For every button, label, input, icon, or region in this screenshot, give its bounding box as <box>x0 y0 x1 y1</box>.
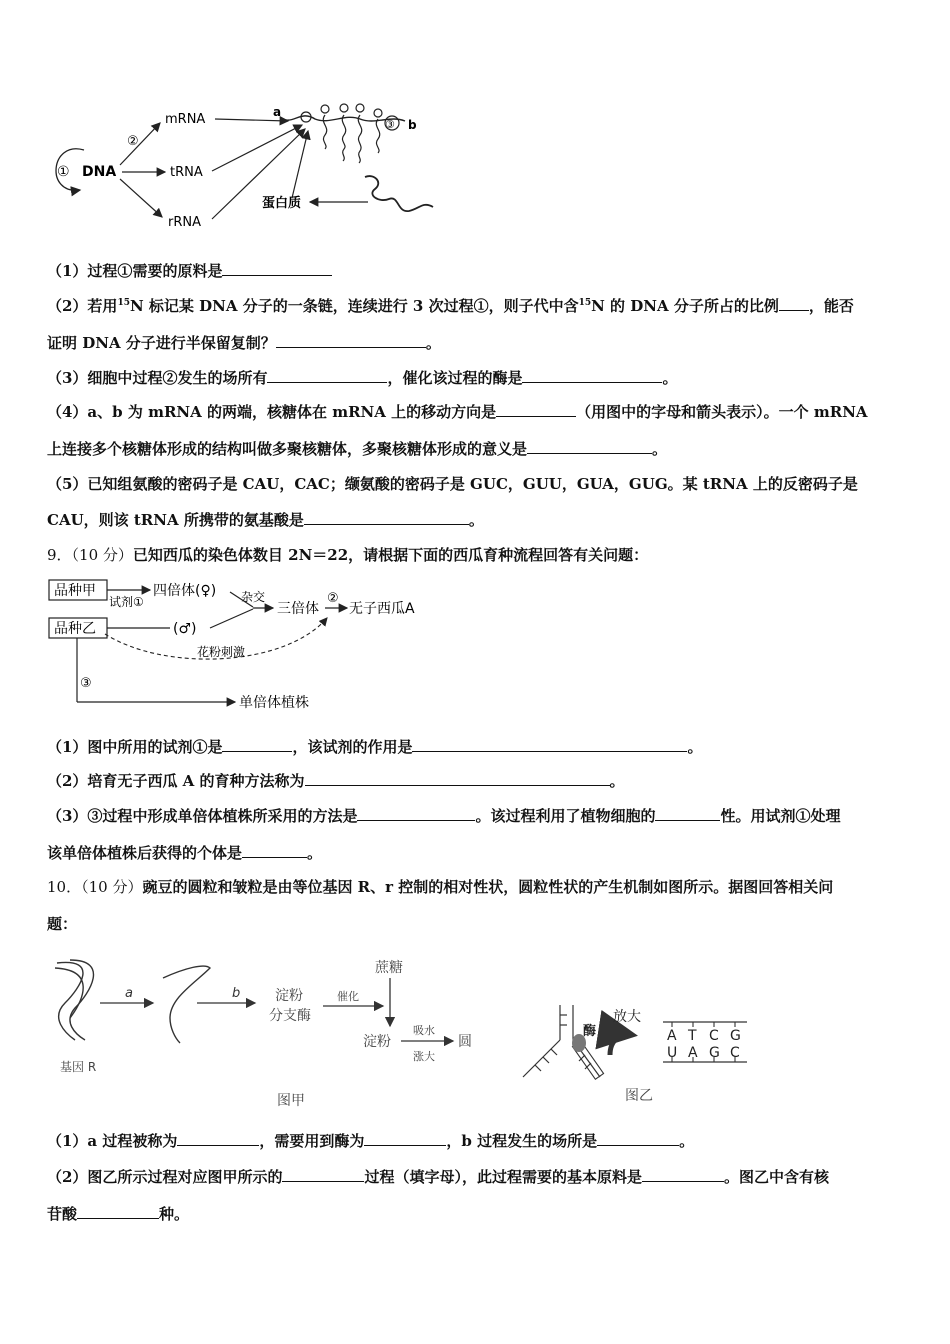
q8-part1: （1）过程①需要的原料是 <box>47 261 907 281</box>
answer-blank[interactable] <box>304 510 469 525</box>
polysome <box>301 104 399 163</box>
arrow-mrna-ribosome <box>215 119 288 121</box>
male-label: (♂) <box>173 621 197 637</box>
answer-blank[interactable] <box>655 806 720 821</box>
answer-blank[interactable] <box>597 1131 679 1146</box>
rrna-label: rRNA <box>168 215 201 230</box>
q8-part5: （5）已知组氨酸的密码子是 CAU，CAC；缬氨酸的密码子是 GUC，GUU，GUA，GUG。某 tRNA 上的反密码子是 <box>47 475 858 493</box>
answer-blank[interactable] <box>177 1131 259 1146</box>
dna-strands <box>523 1005 600 1077</box>
base: A <box>688 1045 698 1061</box>
base: A <box>667 1028 677 1044</box>
base: G <box>709 1045 720 1061</box>
figure-yi-caption: 图乙 <box>625 1088 653 1104</box>
q8-part4: （4）a、b 为 mRNA 的两端，核糖体在 mRNA 上的移动方向是 （用图中的字母和箭头表示）。一个 mRNA <box>47 403 868 421</box>
swell-label: 涨大 <box>413 1050 435 1063</box>
cross-line-bottom <box>210 609 253 628</box>
q10-stem: 10．（10 分）豌豆的圆粒和皱粒是由等位基因 R、r 控制的相对性状，圆粒性状的产生机制如图所示。据图回答相关问 <box>47 878 834 896</box>
answer-blank[interactable] <box>282 1167 364 1182</box>
gene-r-dna <box>55 960 93 1040</box>
enzyme-label: 酶 <box>583 1024 597 1039</box>
step-3-label: ③ <box>80 676 92 691</box>
reagent-label: 试剂① <box>109 595 144 609</box>
arrow-dna-mrna <box>120 123 160 165</box>
answer-blank[interactable] <box>222 261 332 276</box>
q8-part2: （2）若用$^{15}$N 标记某 DNA 分子的一条链，连续进行 3 次过程①，则子代中含$^{15}$N 的 DNA 分子所占的比例 ，能否 <box>47 297 854 315</box>
pollen-stimulation-label: 花粉刺激 <box>197 645 246 659</box>
answer-blank[interactable] <box>77 1204 159 1219</box>
q9-part1: （1）图中所用的试剂①是 ，该试剂的作用是 。 <box>47 738 703 756</box>
sucrose-label: 蔗糖 <box>375 960 403 976</box>
q8-part4-cont: 上连接多个核糖体形成的结构叫做多聚核糖体，多聚核糖体形成的意义是 。 <box>47 440 668 458</box>
starch-label: 淀粉 <box>363 1034 391 1050</box>
answer-blank[interactable] <box>305 771 610 786</box>
base: C <box>730 1045 740 1061</box>
q8-part3: （3）细胞中过程②发生的场所有 ，催化该过程的酶是 。 <box>47 369 678 387</box>
arrow-protein-ribosome <box>292 131 308 198</box>
variety-jia-label: 品种甲 <box>54 583 96 599</box>
answer-blank[interactable] <box>364 1131 446 1146</box>
answer-blank[interactable] <box>276 333 426 348</box>
q10-part2-cont: 苷酸 种。 <box>47 1205 190 1223</box>
answer-blank[interactable] <box>496 402 576 417</box>
tetraploid-label: 四倍体(♀) <box>153 583 217 599</box>
triploid-label: 三倍体 <box>277 601 319 617</box>
answer-blank[interactable] <box>242 843 307 858</box>
answer-blank[interactable] <box>267 368 387 383</box>
protein-chain <box>365 176 433 211</box>
mrna-curve <box>163 966 210 1043</box>
arrow-dna-rrna <box>120 179 162 217</box>
translation-diagram <box>40 95 440 240</box>
base: U <box>667 1045 678 1061</box>
q8-part5-cont: CAU，则该 tRNA 所携带的氨基酸是 。 <box>47 511 484 529</box>
catalyze-label: 催化 <box>337 990 359 1003</box>
top-sequence <box>667 1028 741 1044</box>
q10-stem-cont: 题： <box>47 915 78 933</box>
protein-label: 蛋白质 <box>262 196 302 211</box>
answer-blank[interactable] <box>527 439 652 454</box>
end-a-label: a <box>273 105 282 119</box>
answer-blank[interactable] <box>357 806 475 821</box>
q8-part2-cont: 证明 DNA 分子进行半保留复制？ 。 <box>47 334 441 352</box>
base: G <box>730 1028 741 1044</box>
answer-blank[interactable] <box>412 737 687 752</box>
magnify-label: 放大 <box>613 1009 641 1025</box>
q10-part2: （2）图乙所示过程对应图甲所示的 过程（填字母），此过程需要的基本原料是 。图乙中含有核 <box>47 1168 829 1186</box>
process-1-label: ① <box>57 164 70 180</box>
answer-blank[interactable] <box>222 737 292 752</box>
process-3-label: ③ <box>385 118 395 131</box>
seedless-watermelon-label: 无子西瓜A <box>349 601 415 617</box>
watermelon-breeding-diagram <box>45 572 445 717</box>
dna-label: DNA <box>82 164 117 180</box>
magnify-arrow <box>610 1035 633 1055</box>
end-b-label: b <box>408 118 417 132</box>
figure-jia-caption: 图甲 <box>277 1093 305 1109</box>
variety-yi-label: 品种乙 <box>54 621 96 637</box>
figure-jia-pea-mechanism <box>45 948 505 1113</box>
answer-blank[interactable] <box>642 1167 724 1182</box>
q10-part1: （1）a 过程被称为 ，需要用到酶为 ，b 过程发生的场所是 。 <box>47 1132 695 1150</box>
haploid-plant-label: 单倍体植株 <box>239 695 309 711</box>
enzyme-label-line1: 淀粉 <box>275 988 303 1004</box>
base: T <box>688 1028 697 1044</box>
bottom-sequence <box>667 1045 740 1061</box>
step-2-label: ② <box>327 591 339 606</box>
round-label: 圆 <box>458 1034 472 1050</box>
process-a-label: a <box>125 986 133 1001</box>
arrow-trna-ribosome <box>212 125 302 171</box>
cross-label: 杂交 <box>241 590 266 604</box>
figure-yi-transcription <box>515 995 775 1110</box>
base: C <box>709 1028 719 1044</box>
q9-stem: 9．（10 分）已知西瓜的染色体数目 2N＝22，请根据下面的西瓜育种流程回答有关问题： <box>47 546 649 564</box>
answer-blank[interactable] <box>779 296 809 311</box>
q9-part2: （2）培育无子西瓜 A 的育种方法称为 。 <box>47 772 625 790</box>
gene-r-label: 基因 R <box>60 1060 97 1074</box>
process-2-label: ② <box>127 134 139 149</box>
process-b-label: b <box>232 986 241 1001</box>
absorb-label: 吸水 <box>413 1024 435 1037</box>
base-ticks <box>672 1022 735 1062</box>
q9-part3: （3）③过程中形成单倍体植株所采用的方法是 。该过程利用了植物细胞的 性。用试剂①处理 <box>47 807 841 825</box>
answer-blank[interactable] <box>522 368 662 383</box>
q9-part3-cont: 该单倍体植株后获得的个体是 。 <box>47 844 323 862</box>
mrna-label: mRNA <box>165 112 206 127</box>
trna-label: tRNA <box>170 165 203 180</box>
enzyme-label-line2: 分支酶 <box>269 1008 311 1024</box>
